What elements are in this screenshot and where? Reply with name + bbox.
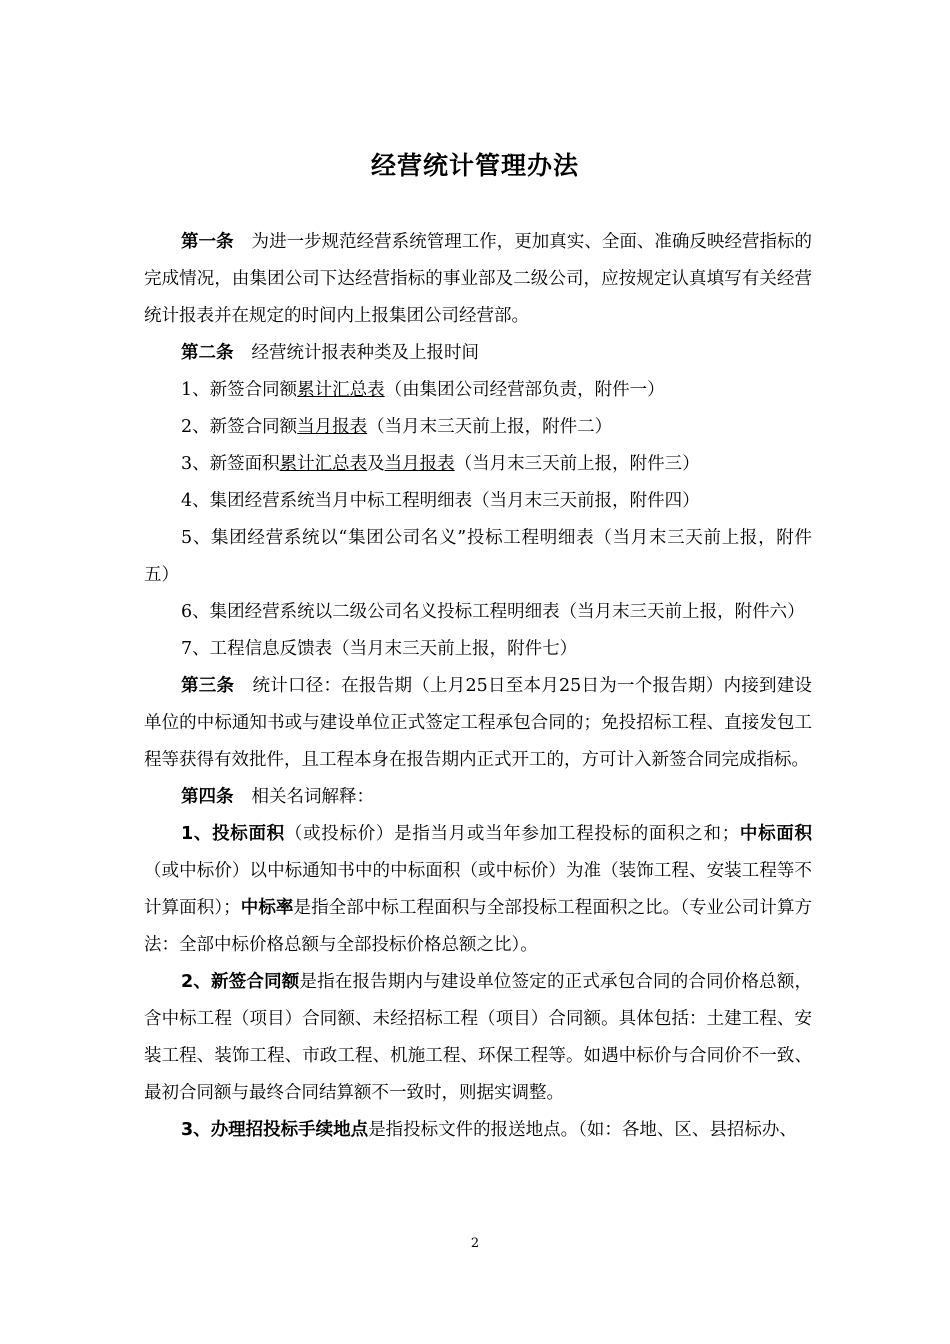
article-text: 经营统计报表种类及上报时间 xyxy=(251,343,479,363)
item-text: 1、新签合同额 xyxy=(181,380,298,400)
article-text: 为进一步规范经营系统管理工作，更加真实、全面、准确反映经营指标的完成情况，由集团公司下达经营指标的事业部及二级公司，应按规定认真填写有关经营统计报表并在规定的时间内上报集团公司经营部。 xyxy=(144,232,813,326)
article-1 xyxy=(144,224,812,335)
definition-term: 新签合同额 xyxy=(211,972,300,992)
page-number: 2 xyxy=(470,1236,480,1251)
definition-text: 是指投标文件的报送地点。（如：各地、区、县招标办、 xyxy=(368,1120,797,1140)
definition-term: 投标面积 xyxy=(212,824,285,844)
item-text: 2、新签合同额 xyxy=(181,417,298,437)
definition-term: 办理招投标手续地点 xyxy=(210,1120,369,1140)
article-label: 第三条 xyxy=(181,676,235,696)
underlined-text: 当月报表 xyxy=(297,417,368,437)
item-text: （由集团公司经营部负责，附件一） xyxy=(384,380,665,400)
article-label: 第一条 xyxy=(181,232,234,252)
list-item xyxy=(144,372,812,409)
definition-number: 3、 xyxy=(181,1120,211,1140)
underlined-text: 累计汇总表 xyxy=(297,380,385,400)
article-label: 第四条 xyxy=(181,787,234,807)
list-item xyxy=(144,446,812,483)
list-item: 4、集团经营系统当月中标工程明细表（当月末三天前报，附件四） xyxy=(181,491,700,511)
page-title: 经营统计管理办法 xyxy=(370,151,579,180)
article-text: 相关名词解释： xyxy=(251,787,374,807)
article-label: 第二条 xyxy=(181,343,234,363)
definition-text: （或中标价）以中标通知书中的中标面积（或中标价）为准（装饰工程、安装工程等不计算面积）； xyxy=(144,861,812,918)
list-item xyxy=(144,409,812,446)
definition-term: 中标面积 xyxy=(739,824,813,844)
definition-text: （或投标价）是指当月或当年参加工程投标的面积之和； xyxy=(284,824,740,844)
definition-1 xyxy=(144,816,812,964)
definition-3 xyxy=(144,1112,812,1149)
underlined-text: 累计汇总表 xyxy=(279,454,368,474)
underlined-text: 当月报表 xyxy=(384,454,455,474)
list-item: 7、工程信息反馈表（当月末三天前上报，附件七） xyxy=(181,639,578,659)
article-3 xyxy=(144,668,812,779)
list-item: 5、集团经营系统以“集团公司名义”投标工程明细表（当月末三天前上报，附件五） xyxy=(144,528,812,585)
item-text: 3、新签面积 xyxy=(181,454,280,474)
article-text: 统计口径：在报告期（上月25日至本月25日为一个报告期）内接到建设单位的中标通知书或与建设单位正式签定工程承包合同的；免投招标工程、直接发包工程等获得有效批件，且工程本身在报告期内正式开工的，方可计入新签合同完成指标。 xyxy=(144,676,812,770)
definition-term: 中标率 xyxy=(240,898,294,918)
item-text: （当月末三天前上报，附件三） xyxy=(454,454,700,474)
definition-number: 2、 xyxy=(181,972,212,992)
article-2 xyxy=(144,335,812,372)
definition-number: 1、 xyxy=(181,824,213,844)
document-body xyxy=(144,224,812,1149)
item-text: （当月末三天前上报，附件二） xyxy=(367,417,613,437)
definition-2 xyxy=(144,964,812,1112)
item-text: 及 xyxy=(367,454,385,474)
definition-text: 是指在报告期内与建设单位签定的正式承包合同的合同价格总额，含中标工程（项目）合同额、未经招标工程（项目）合同额。具体包括：土建工程、安装工程、装饰工程、市政工程、机施工程、环保工程等。如遇中标价与合同价不一致、最初合同额与最终合同结算额不一致时，则据实调整。 xyxy=(144,972,813,1103)
definition-text: 是指全部中标工程面积与全部投标工程面积之比。（专业公司计算方法：全部中标价格总额与全部投标价格总额之比）。 xyxy=(144,898,813,955)
list-item: 6、集团经营系统以二级公司名义投标工程明细表（当月末三天前上报，附件六） xyxy=(181,602,805,622)
article-4 xyxy=(144,779,812,816)
